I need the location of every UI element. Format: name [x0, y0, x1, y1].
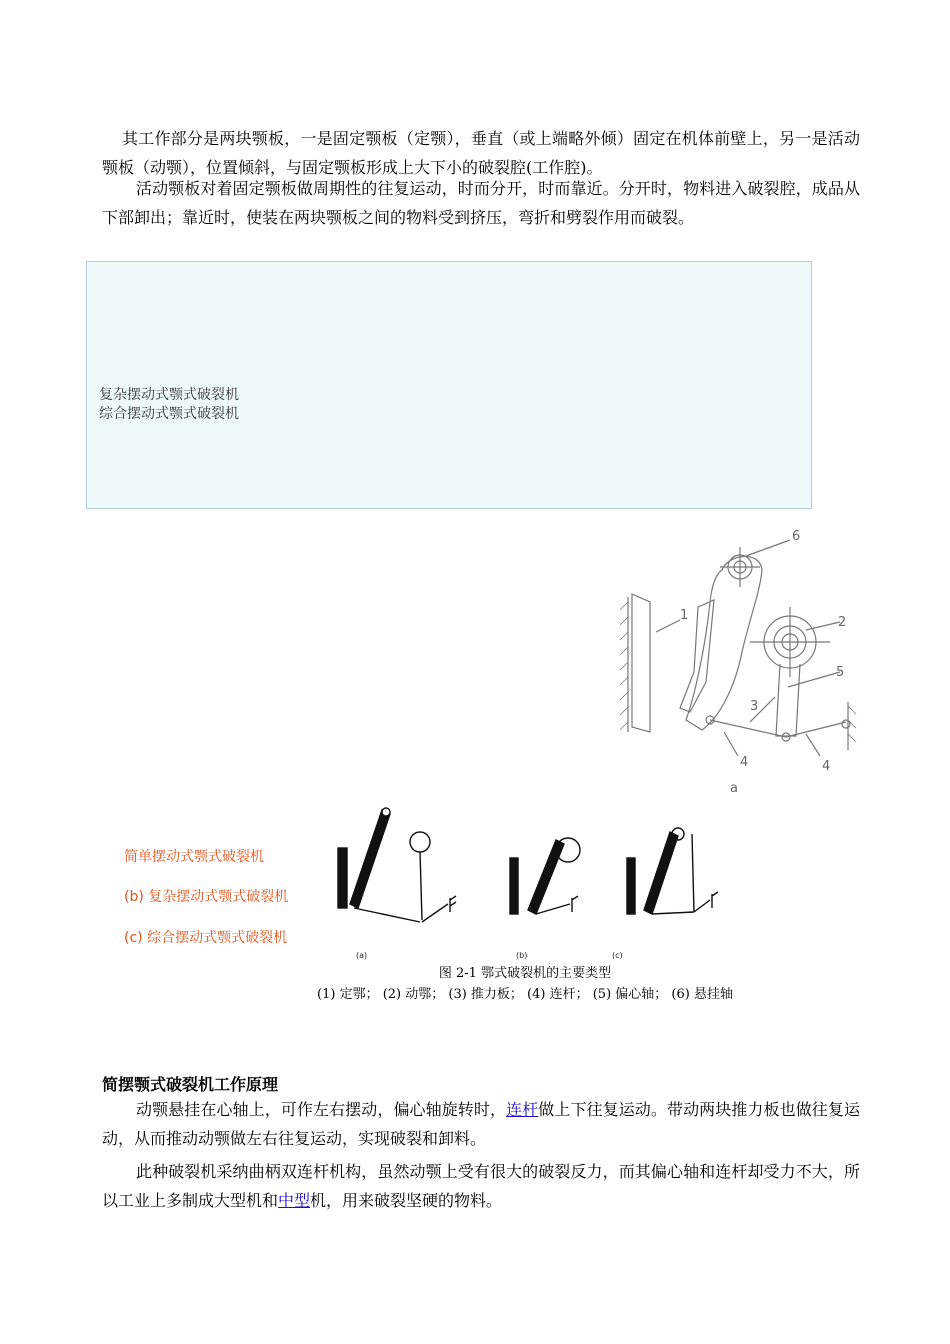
figure-a-label: 1 [680, 608, 689, 623]
figure-a-sublabel: a [730, 781, 738, 796]
crusher-type-label: (c) 综合摆动式颚式破裂机 [124, 930, 288, 946]
figure-a-label: 4 [822, 759, 831, 774]
figure-legend: (1) 定鄂； (2) 动鄂； (3) 推力板； (4) 连杆； (5) 偏心轴； (6) 悬挂轴 [317, 987, 733, 1002]
link-connecting-rod[interactable]: 连杆 [506, 1100, 539, 1119]
text-run: 做上下往复运动。带动两块推力板也做往复运动，从而推动动颚做左右往复运动，实现破裂和卸料。 [102, 1100, 860, 1148]
info-box-line: 复杂摆动式颚式破裂机 [99, 387, 239, 403]
figure-a-label: 2 [838, 615, 847, 630]
text-run: 动颚悬挂在心轴上，可作左右摆动，偏心轴旋转时， [136, 1100, 507, 1119]
text-run: 机，用来破裂坚硬的物料。 [310, 1191, 503, 1210]
figure-panel-label: (a) [356, 951, 368, 960]
figure-panel-label: (c) [612, 951, 623, 960]
figure-a-label: 6 [792, 529, 801, 544]
figure-a-label: 5 [836, 665, 845, 680]
figure-a-label: 3 [750, 699, 759, 714]
paragraph-mechanism [102, 1157, 860, 1215]
info-box-line: 综合摆动式颚式破裂机 [99, 406, 239, 422]
paragraph-jaw-plates: 其工作部分是两块颚板，一是固定颚板（定颚），垂直（或上端略外倾）固定在机体前壁上，另一是活动颚板（动颚），位置倾斜，与固定颚板形成上大下小的破裂腔(工作腔)。 [102, 129, 860, 177]
paragraph-moving-jaw: 活动颚板对着固定颚板做周期性的往复运动，时而分开，时而靠近。分开时，物料进入破裂腔，成品从下部卸出；靠近时，使装在两块颚板之间的物料受到挤压，弯折和劈裂作用而破裂。 [102, 179, 860, 227]
link-medium-size[interactable]: 中型 [278, 1191, 311, 1210]
crusher-type-label: 简单摆动式颚式破裂机 [124, 849, 264, 865]
info-box [86, 261, 812, 509]
text-run: 此种破裂机采纳曲柄双连杆机构，虽然动颚上受有很大的破裂反力，而其偏心轴和连杆却受力不大，所以工业上多制成大型机和 [102, 1162, 860, 1210]
crusher-type-label: (b) 复杂摆动式颚式破裂机 [124, 889, 289, 905]
figure-a-jaw-crusher-diagram [610, 522, 870, 802]
section-heading: 简摆颚式破裂机工作原理 [102, 1075, 279, 1094]
paragraph-working-principle [102, 1095, 860, 1153]
figure-crusher-types [330, 800, 740, 965]
figure-caption: 图 2-1 鄂式破裂机的主要类型 [438, 966, 612, 981]
figure-a-label: 4 [740, 755, 749, 770]
figure-panel-label: (b) [516, 951, 528, 960]
